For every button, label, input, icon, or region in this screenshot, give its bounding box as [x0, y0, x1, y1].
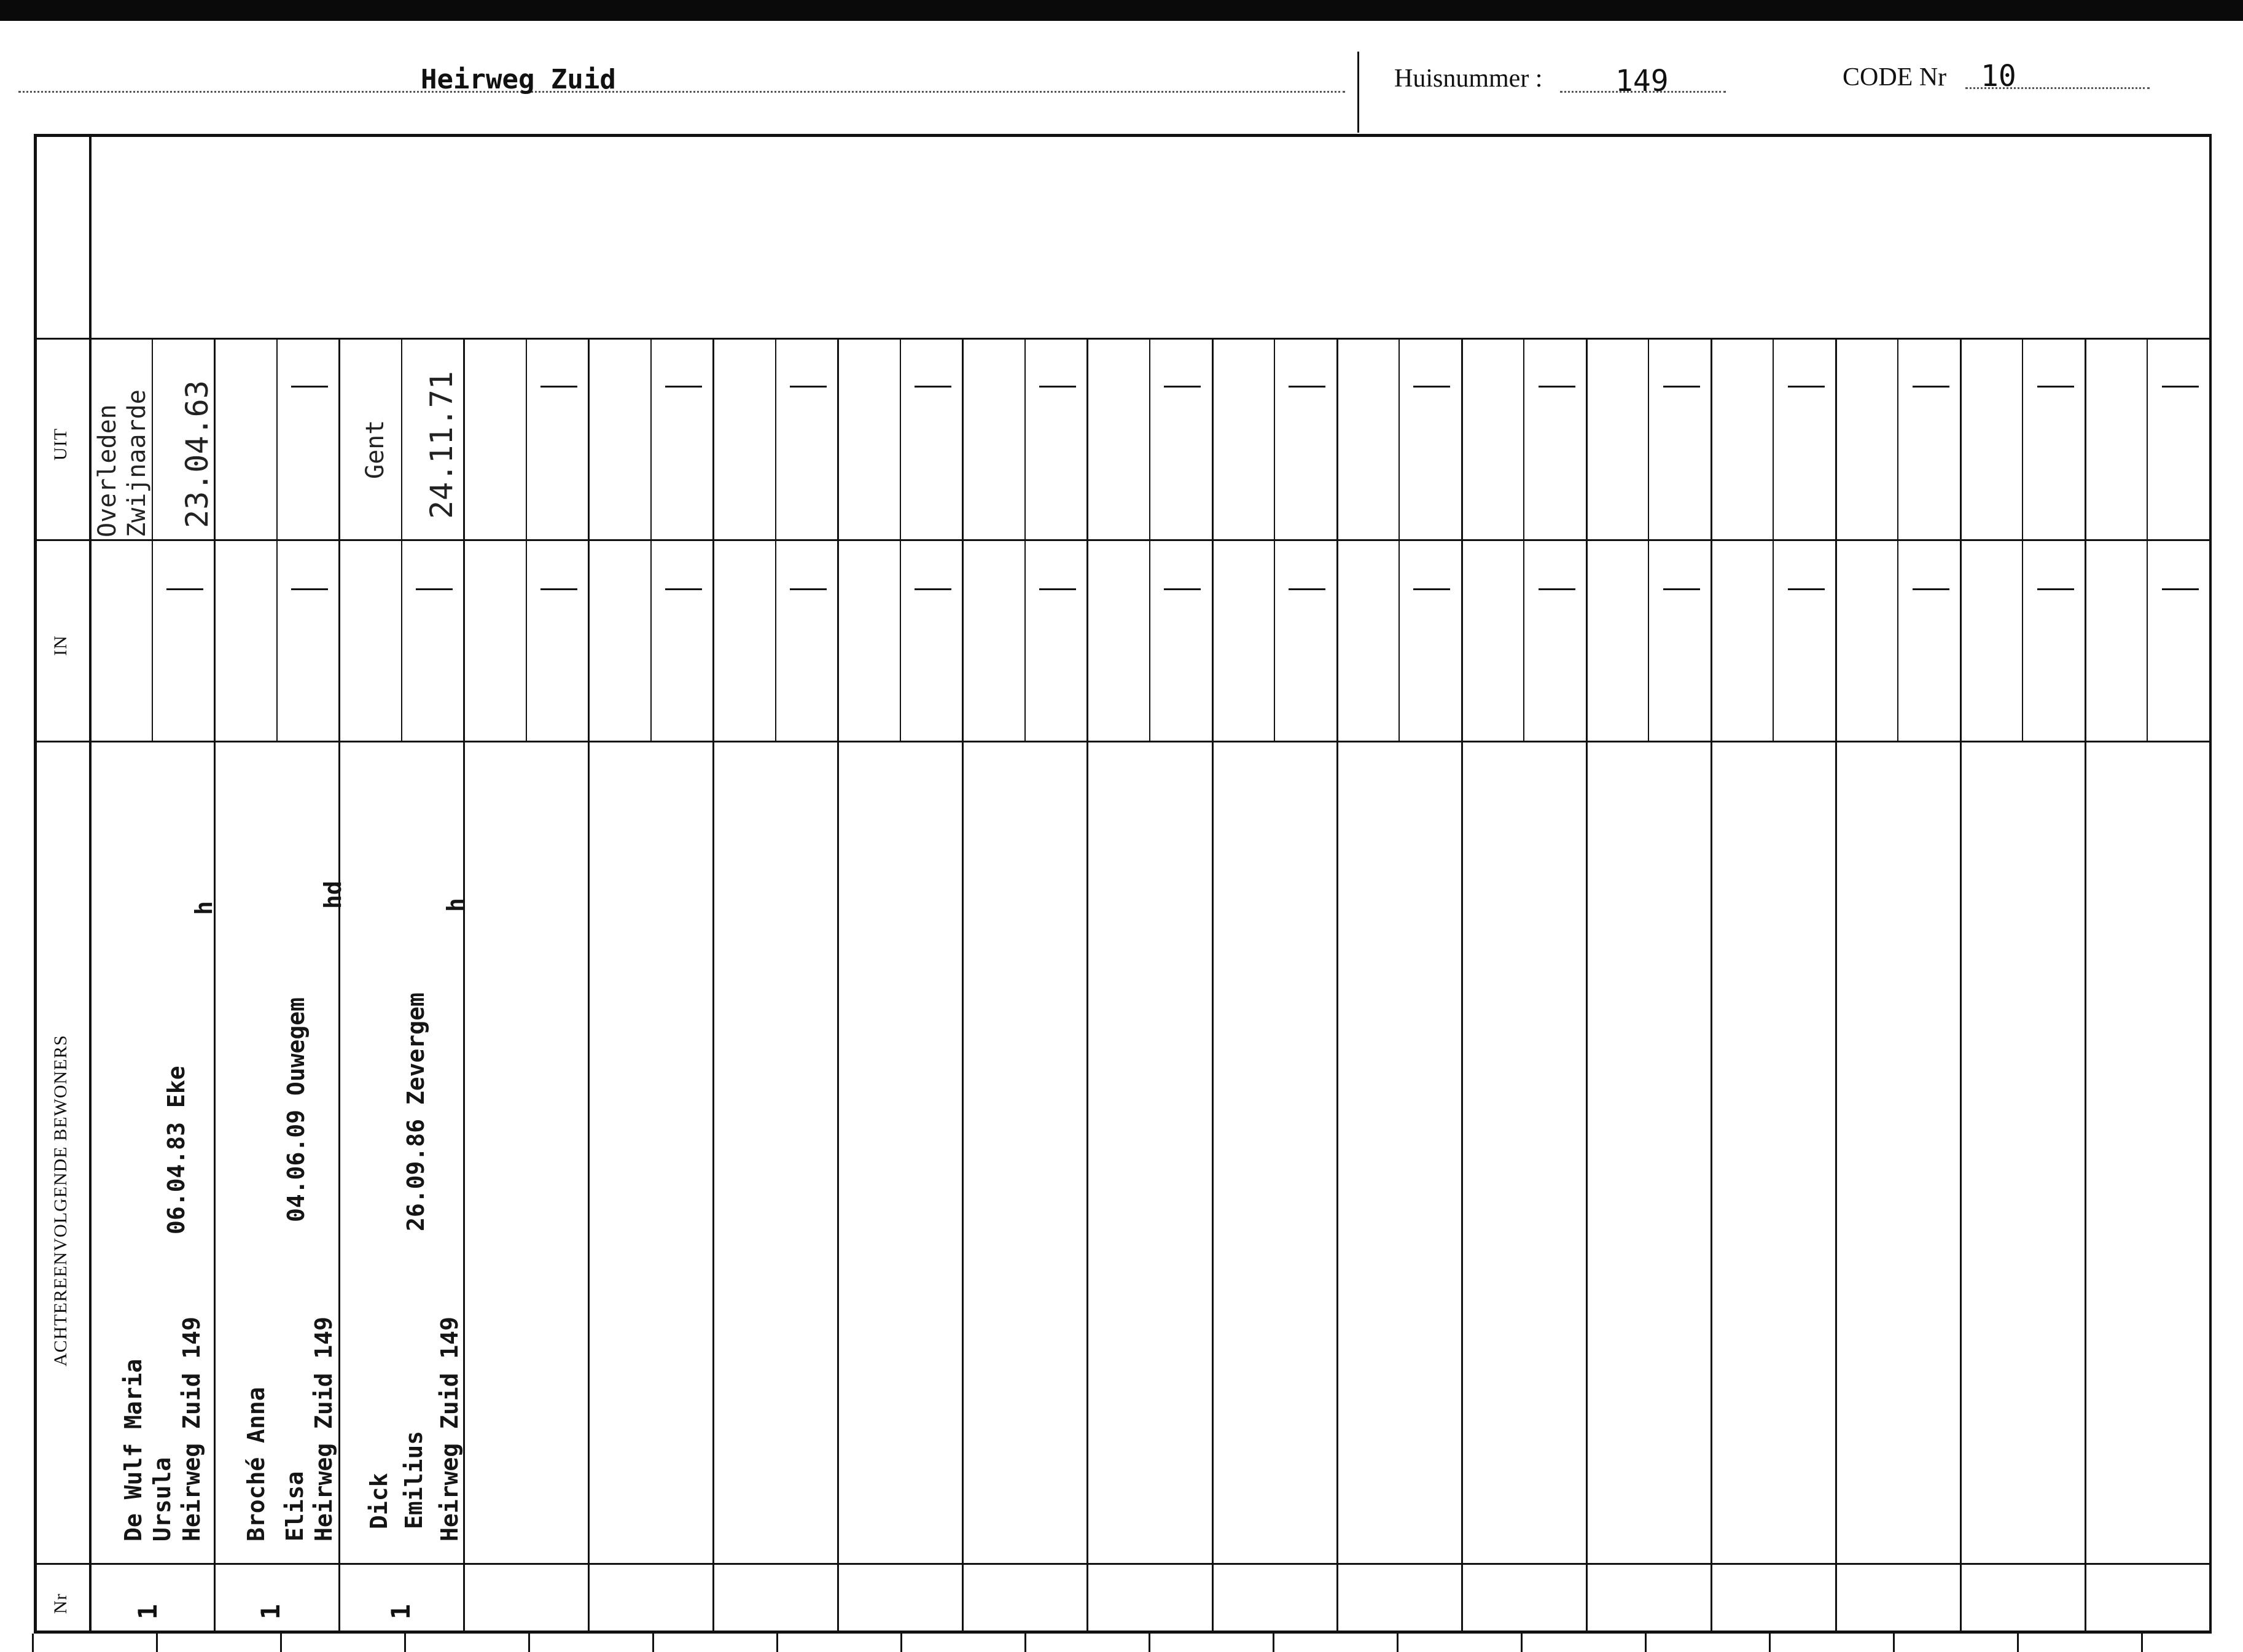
- row-label-nr: Nr: [50, 1593, 71, 1614]
- bottom-tick: [1645, 1634, 1647, 1652]
- empty-dash: [665, 588, 702, 590]
- uit-reason: Overleden: [93, 404, 122, 537]
- empty-dash: [2162, 588, 2199, 590]
- subcolumn-line: [2147, 338, 2148, 741]
- subcolumn-line: [900, 338, 901, 741]
- empty-dash: [291, 588, 328, 590]
- empty-dash: [2037, 386, 2074, 388]
- bottom-tick: [1149, 1634, 1150, 1652]
- empty-dash: [1164, 588, 1201, 590]
- bottom-tick: [1893, 1634, 1895, 1652]
- street-name: Heirweg Zuid: [421, 64, 616, 95]
- resident-1-birth: 06.04.83 Eke: [163, 1066, 190, 1234]
- column-line: [837, 338, 839, 1632]
- grid-top-border: [34, 134, 2211, 137]
- empty-dash: [166, 588, 203, 590]
- uit-place: Zwijnaarde: [123, 389, 151, 537]
- street-dotted-line: [18, 91, 1345, 93]
- resident-3-nr: 1: [386, 1603, 416, 1620]
- uit-date-2: 24.11.71: [424, 371, 459, 519]
- empty-dash: [1039, 588, 1076, 590]
- empty-dash: [915, 386, 951, 388]
- column-line: [2085, 338, 2086, 1632]
- header-divider: [1357, 52, 1359, 133]
- column-line: [962, 338, 964, 1632]
- code-value: 10: [1981, 59, 2016, 93]
- subcolumn-line: [1523, 338, 1524, 741]
- bottom-tick: [1521, 1634, 1523, 1652]
- huisnummer-label: Huisnummer :: [1394, 64, 1543, 93]
- nr-top-border: [34, 1563, 2211, 1565]
- resident-3-sex: h: [442, 898, 469, 912]
- empty-dash: [2162, 386, 2199, 388]
- subcolumn-line: [1773, 338, 1774, 741]
- resident-2-name: Broché Anna: [243, 1387, 270, 1541]
- uit-date: 23.04.63: [179, 380, 215, 528]
- subcolumn-line: [1648, 338, 1649, 741]
- bewoners-top-border: [34, 741, 2211, 742]
- bottom-tick: [1024, 1634, 1026, 1652]
- subcolumn-line: [650, 338, 652, 741]
- scan-top-edge: [0, 0, 2243, 21]
- column-line: [1711, 338, 1712, 1632]
- subcolumn-line: [1274, 338, 1275, 741]
- row-label-in: IN: [50, 635, 71, 656]
- bottom-tick: [2141, 1634, 2143, 1652]
- resident-1-address: Heirweg Zuid 149: [178, 1316, 205, 1541]
- empty-dash: [1788, 386, 1825, 388]
- huisnummer-value: 149: [1615, 64, 1669, 98]
- resident-1-sex: h: [190, 901, 217, 915]
- resident-3-address: Heirweg Zuid 149: [436, 1316, 463, 1541]
- empty-dash: [540, 588, 577, 590]
- bottom-tick: [404, 1634, 406, 1652]
- column-line: [1960, 338, 1962, 1632]
- column-line: [1336, 338, 1338, 1632]
- row-label-bewoners: ACHTEREENVOLGENDE BEWONERS: [50, 1034, 71, 1366]
- bottom-tick: [652, 1634, 654, 1652]
- empty-dash: [790, 588, 827, 590]
- empty-dash: [665, 386, 702, 388]
- label-column-border: [89, 134, 92, 1634]
- empty-dash: [1913, 386, 1949, 388]
- subcolumn-line: [276, 338, 278, 741]
- grid-right-border: [2209, 134, 2212, 1634]
- empty-dash: [2037, 588, 2074, 590]
- resident-2-address: Heirweg Zuid 149: [310, 1316, 337, 1541]
- column-line: [338, 338, 340, 1632]
- resident-1-name: De Wulf Maria: [120, 1358, 147, 1541]
- column-line: [214, 338, 216, 1632]
- uit-top-border: [34, 338, 2211, 340]
- bottom-tick: [528, 1634, 530, 1652]
- bottom-tick: [280, 1634, 282, 1652]
- empty-dash: [540, 386, 577, 388]
- empty-dash: [1663, 588, 1700, 590]
- in-top-border: [34, 539, 2211, 541]
- subcolumn-line: [1398, 338, 1400, 741]
- bottom-tick: [156, 1634, 158, 1652]
- grid-left-border: [34, 134, 37, 1634]
- column-line: [1586, 338, 1588, 1632]
- column-line: [1086, 338, 1088, 1632]
- subcolumn-line: [2022, 338, 2023, 741]
- subcolumn-line: [1149, 338, 1150, 741]
- empty-dash: [1663, 386, 1700, 388]
- column-line: [712, 338, 714, 1632]
- empty-dash: [1913, 588, 1949, 590]
- resident-2-sex: hd: [319, 881, 346, 909]
- column-line: [1461, 338, 1463, 1632]
- subcolumn-line: [526, 338, 527, 741]
- grid-bottom-border: [34, 1631, 2211, 1634]
- resident-1-nr: 1: [133, 1603, 163, 1620]
- column-line: [1835, 338, 1837, 1632]
- bottom-tick: [1397, 1634, 1398, 1652]
- row-label-uit: UIT: [50, 428, 71, 461]
- uit-place-2: Gent: [361, 419, 389, 479]
- resident-3-name: Dick: [365, 1473, 392, 1529]
- empty-dash: [1413, 386, 1450, 388]
- bottom-tick: [900, 1634, 902, 1652]
- column-line: [1212, 338, 1214, 1632]
- column-line: [463, 338, 465, 1632]
- code-label: CODE Nr: [1843, 63, 1947, 92]
- subcolumn-line: [1897, 338, 1898, 741]
- column-line: [588, 338, 590, 1632]
- empty-dash: [915, 588, 951, 590]
- empty-dash: [1788, 588, 1825, 590]
- empty-dash: [1289, 588, 1325, 590]
- empty-dash: [1164, 386, 1201, 388]
- empty-dash: [1039, 386, 1076, 388]
- empty-dash: [790, 386, 827, 388]
- empty-dash: [291, 386, 328, 388]
- resident-3-firstname: Emilius: [400, 1430, 427, 1529]
- empty-dash: [1413, 588, 1450, 590]
- bottom-tick: [32, 1634, 34, 1652]
- resident-1-firstname: Ursula: [149, 1457, 176, 1541]
- subcolumn-line: [152, 338, 153, 741]
- empty-dash: [416, 588, 453, 590]
- bottom-tick: [1769, 1634, 1771, 1652]
- resident-2-firstname: Elisa: [281, 1471, 308, 1541]
- empty-dash: [1539, 588, 1575, 590]
- subcolumn-line: [1024, 338, 1026, 741]
- subcolumn-line: [401, 338, 402, 741]
- bottom-tick: [1273, 1634, 1274, 1652]
- resident-2-birth: 04.06.09 Ouwegem: [283, 997, 310, 1222]
- bottom-tick: [776, 1634, 778, 1652]
- resident-2-nr: 1: [256, 1603, 286, 1620]
- subcolumn-line: [775, 338, 776, 741]
- resident-3-birth: 26.09.86 Zevergem: [402, 992, 429, 1231]
- empty-dash: [1539, 386, 1575, 388]
- bottom-tick: [2017, 1634, 2019, 1652]
- empty-dash: [1289, 386, 1325, 388]
